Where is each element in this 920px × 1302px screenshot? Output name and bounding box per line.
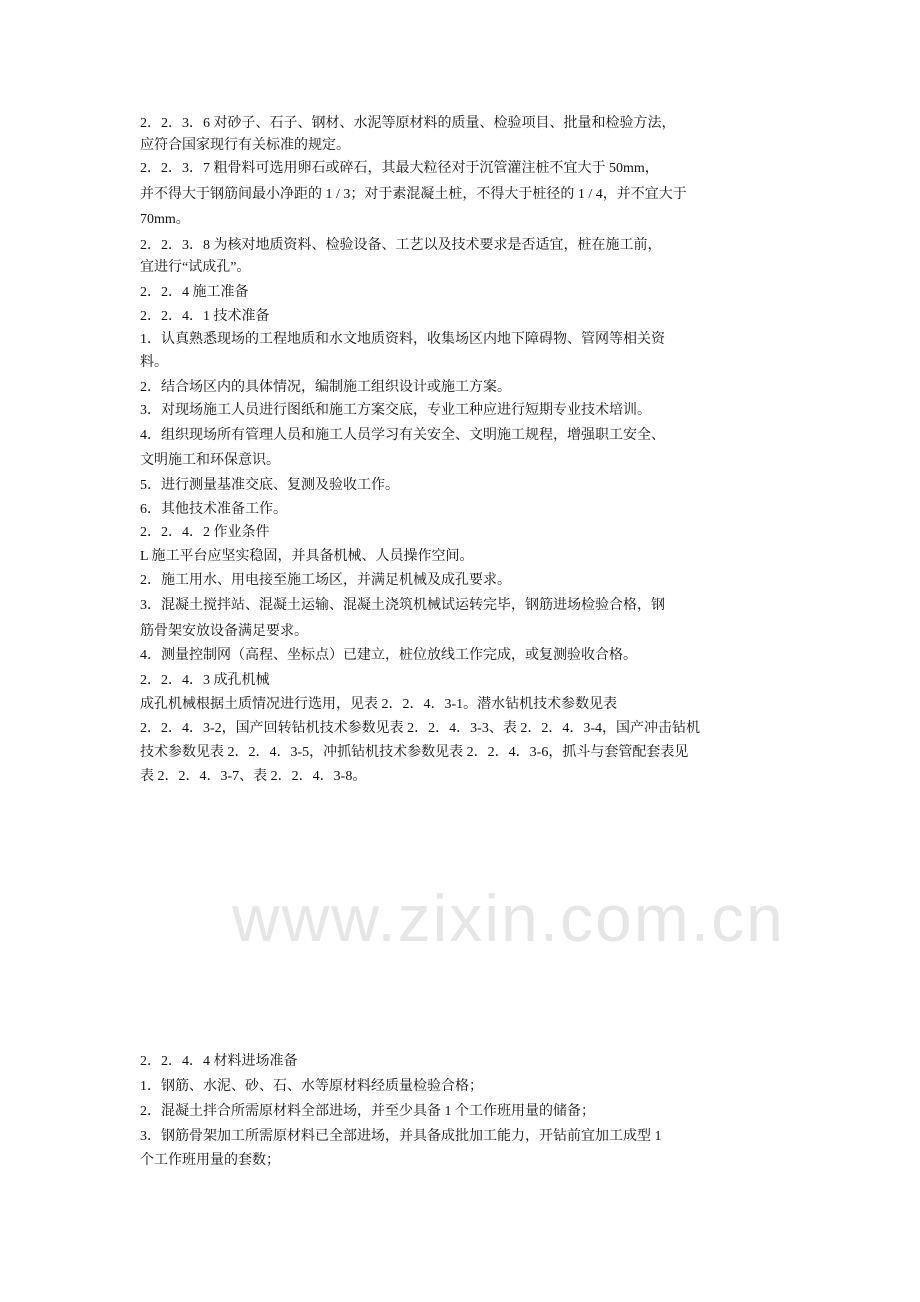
text-line: 2．混凝土拌合所需原材料全部进场，并至少具备 1 个工作班用量的储备； <box>140 1104 595 1119</box>
text-line: 4．组织现场所有管理人员和施工人员学习有关安全、文明施工规程，增强职工安全、 <box>140 428 665 443</box>
text-line: 1．认真熟悉现场的工程地质和水文地质资料，收集场区内地下障碍物、管网等相关资 <box>140 332 665 347</box>
text-line: 2．施工用水、用电接至施工场区，并满足机械及成孔要求。 <box>140 573 511 588</box>
text-line: 2．2．3．8 为核对地质资料、检验设备、工艺以及技术要求是否适宜，桩在施工前， <box>140 238 662 253</box>
text-line: 宜进行“试成孔”。 <box>140 260 251 275</box>
text-line: 文明施工和环保意识。 <box>140 453 280 468</box>
text-line: 2．2．4．4 材料进场准备 <box>140 1054 298 1069</box>
text-line: 2．2．4．3 成孔机械 <box>140 673 270 688</box>
text-line: 2．2．4．3-2，国产回转钻机技术参数见表 2．2．4．3-3、表 2．2．4．3-4，国产冲击钻机 <box>140 721 700 736</box>
text-line: 并不得大于钢筋间最小净距的 1 / 3；对于素混凝土桩，不得大于桩径的 1 / 4，并不宜大于 <box>140 187 687 202</box>
text-line: 成孔机械根据土质情况进行选用，见表 2．2．4．3-1。潜水钻机技术参数见表 <box>140 697 618 712</box>
text-line: 6．其他技术准备工作。 <box>140 502 287 517</box>
text-line: 应符合国家现行有关标准的规定。 <box>140 138 350 153</box>
text-line: 2．2．4 施工准备 <box>140 285 249 300</box>
text-line: 2．2．3．6 对砂子、石子、钢材、水泥等原材料的质量、检验项目、批量和检验方法， <box>140 116 676 131</box>
text-line: 个工作班用量的套数； <box>140 1153 280 1168</box>
text-line: 1．钢筋、水泥、砂、石、水等原材料经质量检验合格； <box>140 1079 483 1094</box>
text-line: 3．混凝土搅拌站、混凝土运输、混凝土浇筑机械试运转完毕，钢筋进场检验合格，钢 <box>140 598 665 613</box>
text-line: 料。 <box>140 355 168 370</box>
text-line: 筋骨架安放设备满足要求。 <box>140 624 308 639</box>
watermark: www.zixin.com.cn <box>232 881 785 955</box>
text-line: 2．2．3．7 粗骨料可选用卵石或碎石，其最大粒径对于沉管灌注桩不宜大于 50mm， <box>140 161 659 176</box>
text-line: 2．结合场区内的具体情况，编制施工组织设计或施工方案。 <box>140 380 511 395</box>
text-line: 3．对现场施工人员进行图纸和施工方案交底，专业工种应进行短期专业技术培训。 <box>140 403 651 418</box>
text-line: L 施工平台应坚实稳固，并具备机械、人员操作空间。 <box>140 549 474 564</box>
text-line: 3．钢筋骨架加工所需原材料已全部进场，并具备成批加工能力，开钻前宜加工成型 1 <box>140 1129 662 1144</box>
text-line: 70mm。 <box>140 212 190 227</box>
text-line: 2．2．4．2 作业条件 <box>140 525 270 540</box>
text-line: 表 2．2．4．3-7、表 2．2．4．3-8。 <box>140 769 367 784</box>
text-line: 2．2．4．1 技术准备 <box>140 309 270 324</box>
text-line: 4．测量控制网（高程、坐标点）已建立，桩位放线工作完成，或复测验收合格。 <box>140 648 637 663</box>
text-line: 5．进行测量基准交底、复测及验收工作。 <box>140 478 399 493</box>
text-line: 技术参数见表 2．2．4．3-5，冲抓钻机技术参数见表 2．2．4．3-6，抓斗与套管配套表见 <box>140 745 689 760</box>
